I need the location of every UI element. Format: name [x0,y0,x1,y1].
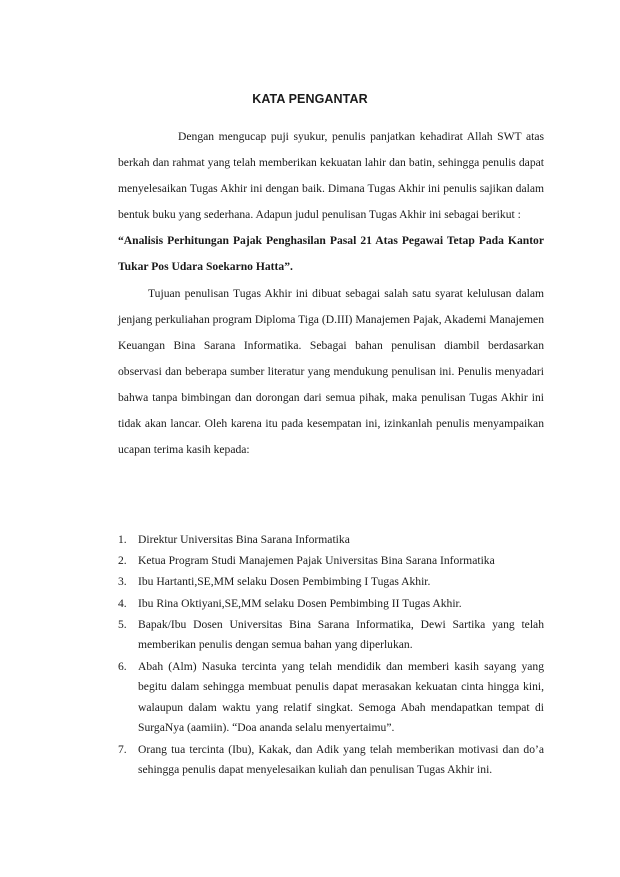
list-item-number: 3. [118,575,127,589]
list-item [118,657,544,739]
list-item-number: 7. [118,742,127,756]
list-item [118,572,544,593]
list-item-text: Ketua Program Studi Manajemen Pajak Universitas Bina Sarana Informatika [138,554,495,568]
list-item [118,551,544,572]
acknowledgement-list [118,530,544,781]
list-item-number: 1. [118,533,127,546]
list-item-text: Ibu Rina Oktiyani,SE,MM selaku Dosen Pembimbing II Tugas Akhir. [138,596,462,610]
list-item-text: Bapak/Ibu Dosen Universitas Bina Sarana Informatika, Dewi Sartika yang telah memberikan penulis dengan semua bahan yang diperlukan. [138,617,544,652]
list-item-text: Direktur Universitas Bina Sarana Informatika [138,533,350,546]
list-item-number: 2. [118,554,127,568]
thesis-title: “Analisis Perhitungan Pajak Penghasilan Pasal 21 Atas Pegawai Tetap Pada Kantor Tukar Pos Udara Soekarno Hatta”. [118,234,544,274]
list-item [118,594,544,615]
list-item-text: Abah (Alm) Nasuka tercinta yang telah mendidik dan memberi kasih sayang yang begitu dalam sehingga membuat penulis dapat merasakan kekuatan cinta hingga kini, walaupun dalam waktu yang relatif singkat. Semoga Abah mendapatkan tempat di SurgaNya (aamiin). “Doa ananda selalu menyertaimu”. [138,659,544,735]
document-body [118,124,544,463]
list-item-number: 4. [118,596,127,610]
opening-paragraph: Dengan mengucap puji syukur, penulis panjatkan kehadirat Allah SWT atas berkah dan rahmat yang telah memberikan kekuatan lahir dan batin, sehingga penulis dapat menyelesaikan Tugas Akhir ini dengan baik. Dimana Tugas Akhir ini penulis sajikan dalam bentuk buku yang sederhana. Adapun judul penulisan Tugas Akhir ini sebagai berikut : [118,130,544,222]
purpose-paragraph: Tujuan penulisan Tugas Akhir ini dibuat sebagai salah satu syarat kelulusan dalam jenjang perkuliahan program Diploma Tiga (D.III) Manajemen Pajak, Akademi Manajemen Keuangan Bina Sarana Informatika. Sebagai bahan penulisan diambil berdasarkan observasi dan beberapa sumber literatur yang mendukung penulisan ini. Penulis menyadari bahwa tanpa bimbingan dan dorongan dari semua pihak, maka penulisan Tugas Akhir ini tidak akan lancar. Oleh karena itu pada kesempatan ini, izinkanlah penulis menyampaikan ucapan terima kasih kepada: [118,286,544,457]
list-item-text: Orang tua tercinta (Ibu), Kakak, dan Adik yang telah memberikan motivasi dan do’a sehingga penulis dapat menyelesaikan kuliah dan penulisan Tugas Akhir ini. [138,742,544,777]
list-item [118,740,544,781]
list-item [118,530,544,551]
list-item [118,615,544,656]
list-item-text: Ibu Hartanti,SE,MM selaku Dosen Pembimbing I Tugas Akhir. [138,575,431,589]
list-item-number: 5. [118,617,127,631]
page-title: KATA PENGANTAR [252,92,368,106]
list-item-number: 6. [118,659,127,673]
